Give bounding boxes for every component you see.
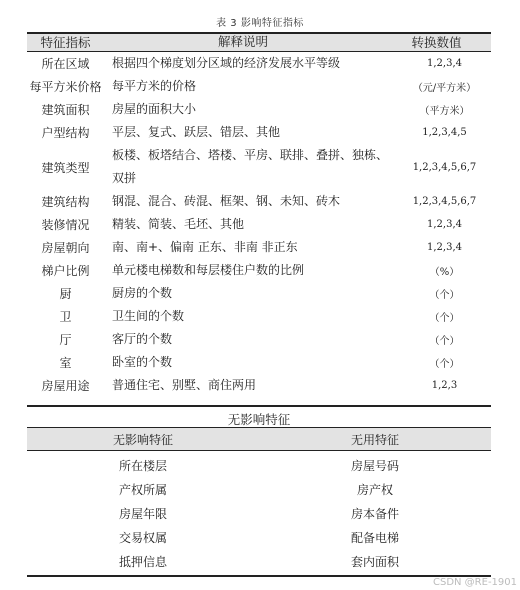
- useless-feature: 套内面积: [350, 554, 399, 569]
- indicator-name: 装修情况: [41, 218, 90, 232]
- no-effect-feature: 抵押信息: [118, 554, 167, 569]
- indicator-description: 每平方米的价格: [112, 79, 197, 93]
- indicator-value: 1,2,3,4,5: [422, 127, 467, 138]
- table-row: [27, 52, 499, 75]
- indicator-name: 建筑类型: [41, 160, 90, 175]
- indicator-description: 精装、简装、毛坯、其他: [112, 217, 245, 231]
- no-effect-feature: 产权所属: [118, 482, 167, 497]
- indicator-value: （个）: [429, 359, 460, 370]
- table-row: [27, 305, 499, 328]
- indicator-value: 1,2,3,4: [427, 58, 462, 69]
- table-row: [27, 98, 499, 121]
- indicator-name: 每平方米价格: [29, 80, 102, 94]
- indicator-name: 厅: [59, 333, 72, 347]
- indicator-name: 所在区域: [41, 57, 90, 71]
- lower-header-row: [27, 428, 491, 450]
- indicator-description: 钢混、混合、砖混、框架、钢、未知、砖木: [112, 194, 341, 208]
- useless-feature: 配备电梯: [350, 530, 399, 545]
- indicator-description: 平层、复式、跃层、错层、其他: [112, 125, 281, 139]
- indicator-value: （平方米）: [419, 106, 470, 117]
- no-effect-feature: 所在楼层: [118, 458, 167, 473]
- lower-table: [27, 453, 491, 573]
- indicator-value: （个）: [429, 336, 460, 347]
- table-row: [27, 144, 499, 190]
- table-caption: 表 3 影响特征指标: [216, 18, 304, 29]
- table-row: [27, 236, 499, 259]
- useless-feature: 房本备件: [350, 506, 399, 521]
- indicator-name: 建筑结构: [41, 195, 90, 209]
- indicator-name: 梯户比例: [41, 264, 90, 278]
- table-row: [27, 213, 499, 236]
- indicator-name: 卫: [59, 310, 72, 324]
- indicator-description: 单元楼电梯数和每层楼住户数的比例: [112, 263, 305, 277]
- table-row: [27, 328, 499, 351]
- indicator-name: 建筑面积: [41, 103, 90, 117]
- indicator-description: 客厅的个数: [112, 332, 173, 346]
- indicator-value: 1,2,3,4,5,6,7: [412, 196, 477, 207]
- indicator-value: （元/平方米）: [412, 83, 477, 94]
- useless-feature: 房屋号码: [350, 458, 399, 473]
- no-effect-title: 无影响特征: [227, 412, 291, 427]
- header-row: [27, 33, 491, 51]
- header-col-description: 解释说明: [217, 34, 268, 49]
- indicator-value: （个）: [429, 313, 460, 324]
- indicator-value: 1,2,3: [431, 380, 458, 391]
- no-effect-feature: 交易权属: [118, 530, 167, 545]
- indicator-value: 1,2,3,4,5,6,7: [412, 161, 477, 173]
- header-col-value: 转换数值: [411, 35, 462, 50]
- indicator-description: 板楼、板塔结合、塔楼、平房、联排、叠拼、独栋、双拼: [112, 148, 389, 185]
- lower-table-row: [27, 549, 491, 573]
- watermark: CSDN @RE-1901: [432, 577, 517, 588]
- indicator-name: 房屋用途: [41, 379, 90, 393]
- indicator-description: 卫生间的个数: [112, 309, 185, 323]
- mid-rule: [27, 405, 491, 407]
- table-row: [27, 259, 499, 282]
- header-table: [27, 33, 491, 51]
- indicator-value: 1,2,3,4: [427, 219, 462, 230]
- indicator-value: （%）: [429, 267, 460, 278]
- indicator-description: 根据四个梯度划分区域的经济发展水平等级: [112, 56, 341, 70]
- indicator-name: 厨: [59, 287, 72, 301]
- lower-header-useless: 无用特征: [350, 432, 399, 447]
- table-row: [27, 351, 499, 374]
- table-row: [27, 190, 499, 213]
- header-col-indicator: 特征指标: [40, 35, 91, 50]
- table-row: [27, 374, 499, 397]
- indicator-name: 户型结构: [41, 126, 90, 140]
- indicator-value: （个）: [429, 290, 460, 301]
- lower-table-row: [27, 501, 491, 525]
- indicator-description: 南、南+、偏南 正东、非南 非正东: [112, 240, 298, 254]
- no-effect-feature: 房屋年限: [118, 506, 167, 521]
- table-row: [27, 75, 499, 98]
- bottom-rule: [27, 575, 491, 577]
- indicator-description: 厨房的个数: [112, 286, 173, 300]
- indicator-description: 卧室的个数: [112, 355, 173, 369]
- lower-table-row: [27, 525, 491, 549]
- indicator-description: 普通住宅、别墅、商住两用: [112, 378, 257, 392]
- indicator-name: 室: [59, 356, 72, 370]
- lower-table-row: [27, 453, 491, 477]
- table-row: [27, 121, 499, 144]
- lower-header-no-effect: 无影响特征: [112, 432, 173, 447]
- indicator-description: 房屋的面积大小: [112, 102, 197, 116]
- indicator-value: 1,2,3,4: [427, 242, 462, 253]
- table-row: [27, 282, 499, 305]
- indicator-name: 房屋朝向: [41, 241, 90, 255]
- features-table: [27, 52, 499, 397]
- lower-table-row: [27, 477, 491, 501]
- useless-feature: 房产权: [356, 482, 393, 497]
- lower-header-table: [27, 428, 491, 450]
- lower-header-rule: [27, 450, 491, 451]
